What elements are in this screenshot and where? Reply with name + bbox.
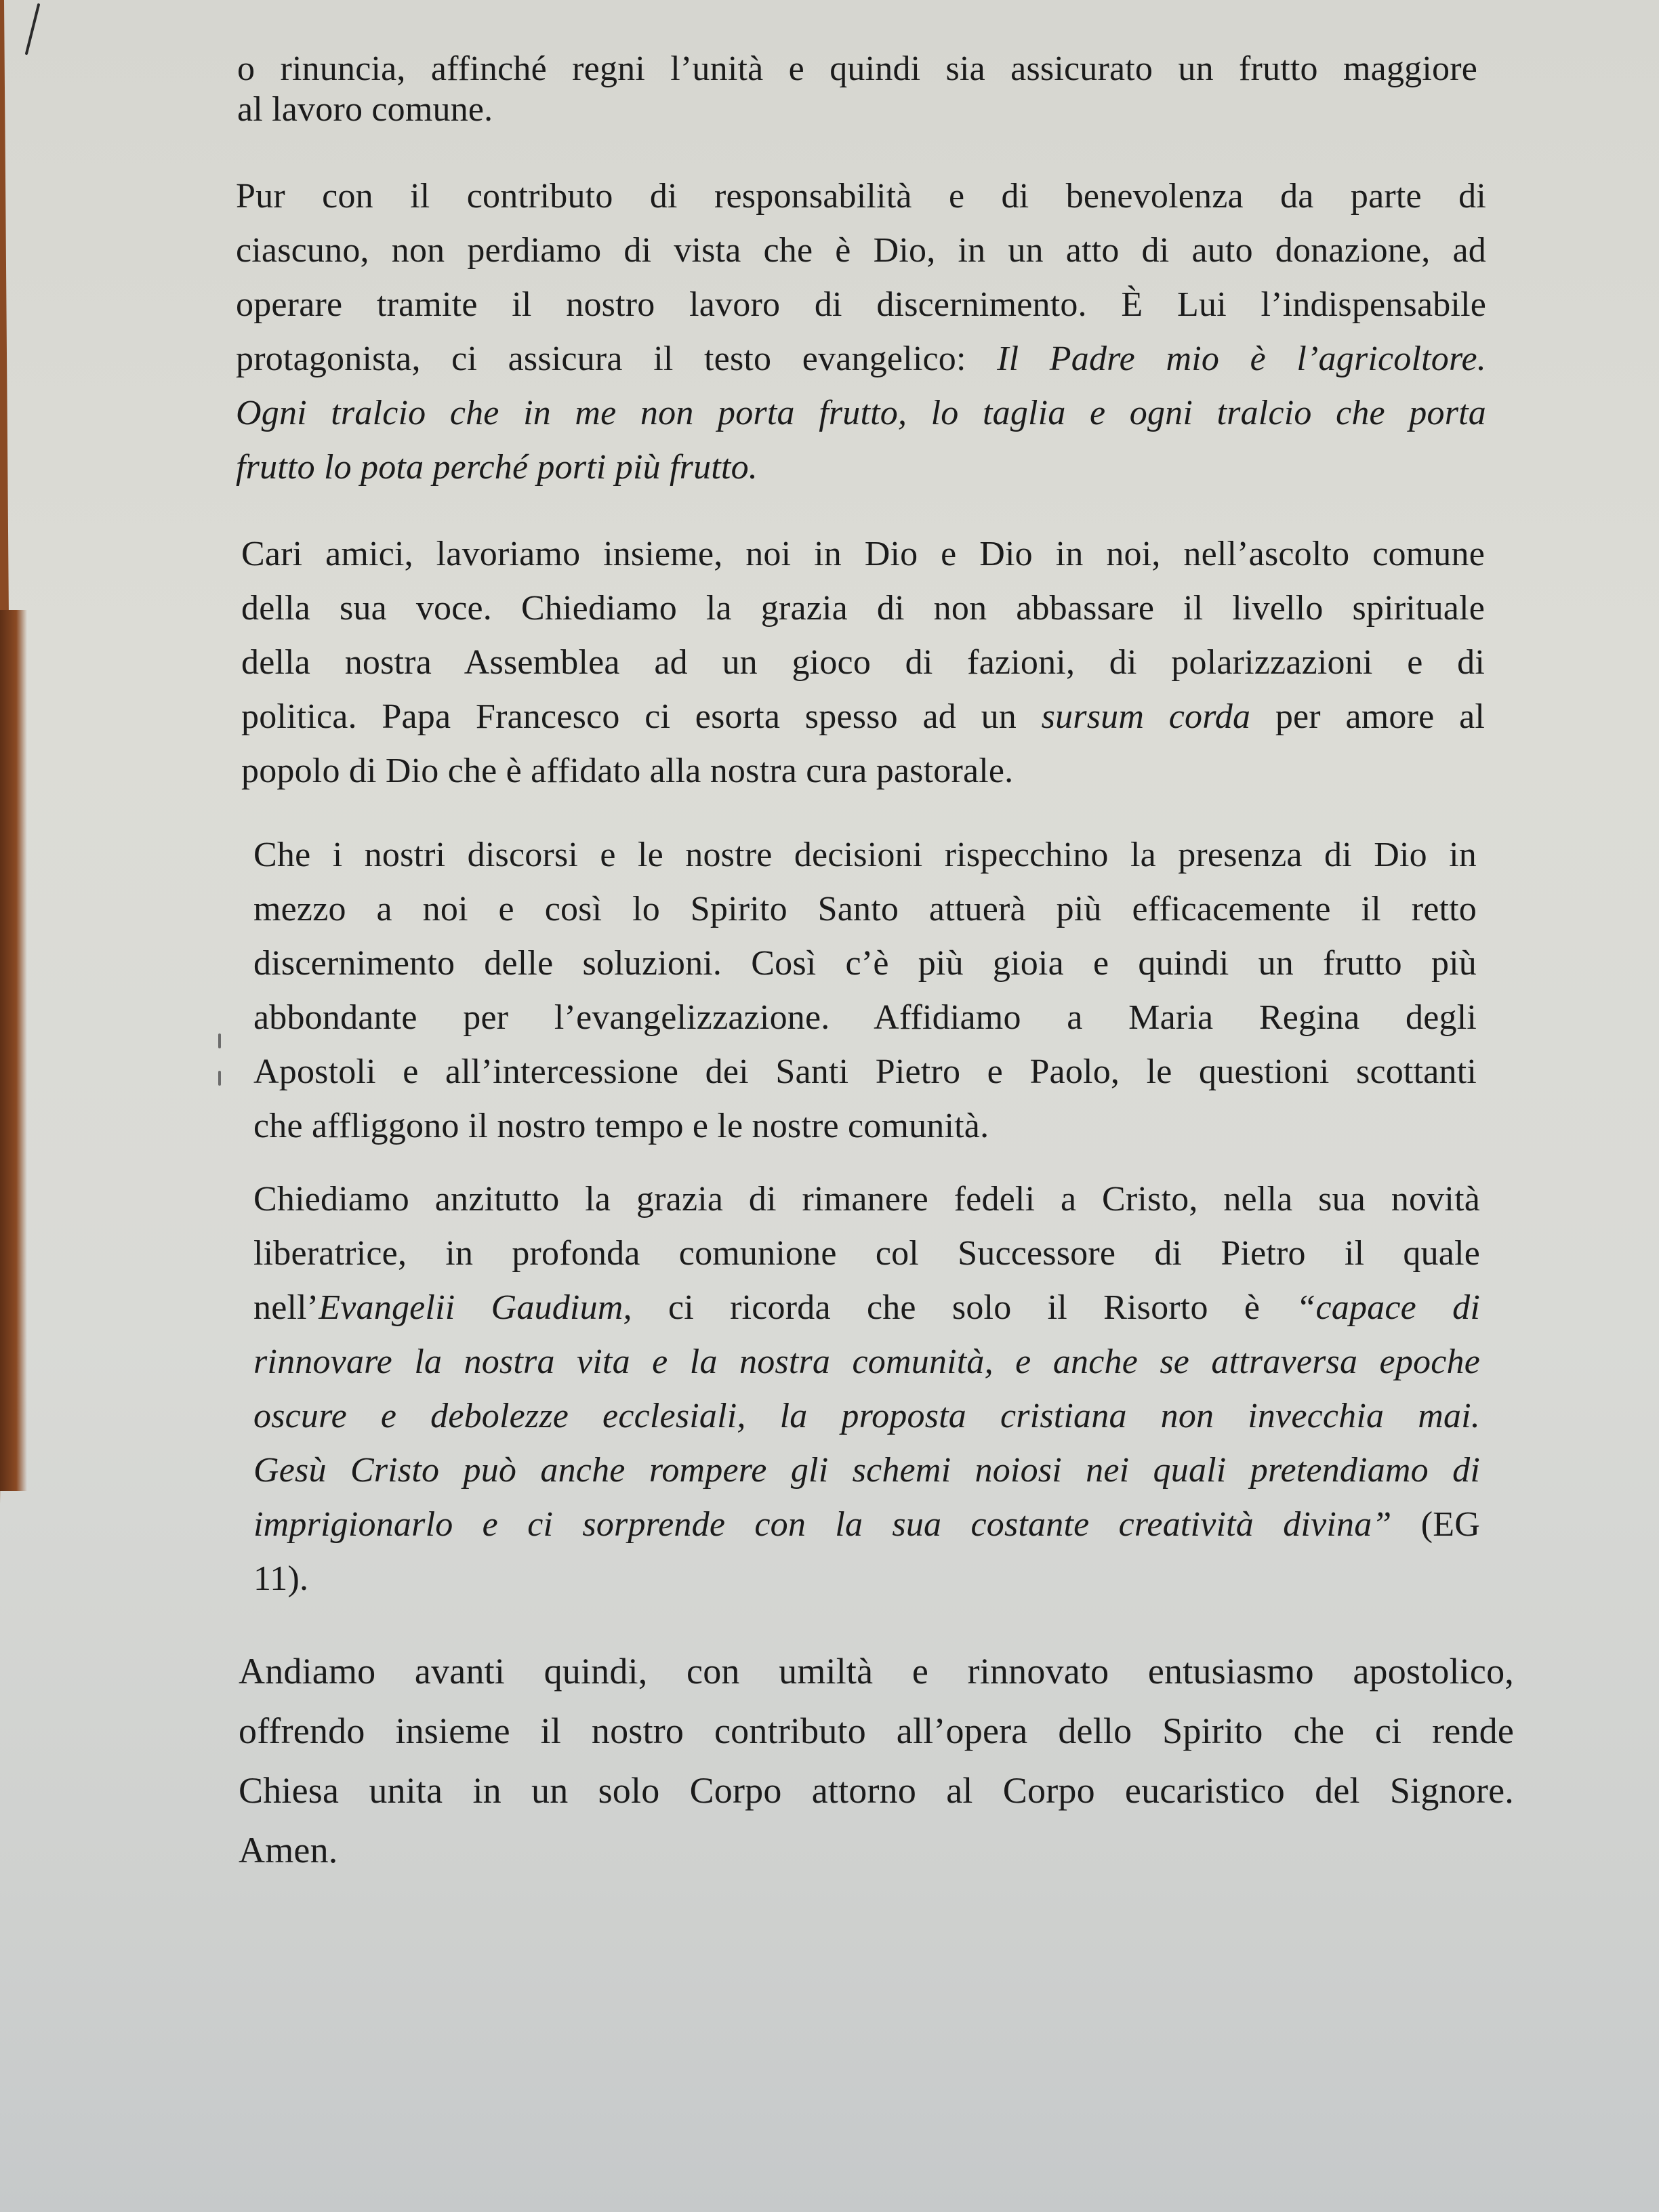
text-line: [253, 1335, 1480, 1389]
text-line: al lavoro comune.: [237, 90, 493, 129]
text-line: Andiamo avanti quindi, con umiltà e rinnovato entusiasmo apostolico,: [239, 1651, 1514, 1692]
text-line: offrendo insieme il nostro contributo all’opera dello Spirito che ci rende: [239, 1711, 1514, 1751]
paragraph-6: [239, 1641, 1514, 1880]
text-line: mezzo a noi e così lo Spirito Santo attuerà più efficacemente il retto: [253, 890, 1477, 928]
text-line: [236, 441, 1486, 495]
margin-tick-mark: [218, 1071, 221, 1086]
text-line: Amen.: [239, 1830, 338, 1870]
text-line: della sua voce. Chiediamo la grazia di non abbassare il livello spirituale: [241, 589, 1485, 628]
paragraph-1: [237, 42, 1477, 137]
text-line: liberatrice, in profonda comunione col Successore di Pietro il quale: [253, 1234, 1480, 1273]
text-line: Chiediamo anzitutto la grazia di rimanere fedeli a Cristo, nella sua novità: [253, 1180, 1480, 1218]
text-line: della nostra Assemblea ad un gioco di fazioni, di polarizzazioni e di: [241, 643, 1485, 682]
text-line: popolo di Dio che è affidato alla nostra cura pastorale.: [241, 752, 1014, 790]
text-line: imprigionarlo e ci sorprende con la sua costante creatività divina” (EG: [253, 1505, 1481, 1544]
text-line: operare tramite il nostro lavoro di discernimento. È Lui l’indispensabile: [236, 285, 1486, 324]
papal-quote: oscure e debolezze ecclesiali, la proposta cristiana non invecchia mai.: [253, 1397, 1480, 1435]
papal-quote: rinnovare la nostra vita e la nostra comunità, e anche se attraversa epoche: [253, 1343, 1480, 1381]
papal-quote: “capace di: [1296, 1288, 1480, 1327]
text-line: [253, 1389, 1480, 1443]
table-edge: [0, 610, 27, 1491]
text-line: politica. Papa Francesco ci esorta spesso ad un sursum corda per amore al: [241, 697, 1485, 736]
bible-quote: Il Padre mio è l’agricoltore.: [997, 340, 1486, 378]
text-line: o rinuncia, affinché regni l’unità e quindi sia assicurato un frutto maggiore: [237, 49, 1477, 88]
papal-quote: imprigionarlo e ci sorprende con la sua costante creatività divina”: [253, 1505, 1392, 1544]
document-title: Evangelii Gaudium,: [319, 1288, 632, 1327]
text-line: discernimento delle soluzioni. Così c’è più gioia e quindi un frutto più: [253, 944, 1477, 983]
papal-quote: Gesù Cristo può anche rompere gli schemi noiosi nei quali pretendiamo di: [253, 1451, 1480, 1490]
text-line: 11).: [253, 1559, 309, 1598]
text-line: Cari amici, lavoriamo insieme, noi in Dio e Dio in noi, nell’ascolto comune: [241, 535, 1485, 573]
paragraph-3: [241, 527, 1485, 798]
latin-phrase: sursum corda: [1041, 697, 1251, 736]
text-line: nell’Evangelii Gaudium, ci ricorda che solo il Risorto è “capace di: [253, 1288, 1480, 1327]
paragraph-2: [236, 169, 1486, 495]
bible-quote: frutto lo pota perché porti più frutto.: [236, 448, 758, 487]
text-line: Pur con il contributo di responsabilità e di benevolenza da parte di: [236, 177, 1486, 216]
text-line: che affliggono il nostro tempo e le nostre comunità.: [253, 1107, 989, 1145]
text-line: Che i nostri discorsi e le nostre decisioni rispecchino la presenza di Dio in: [253, 836, 1477, 874]
margin-tick-mark: [218, 1033, 221, 1048]
paragraph-4: [253, 828, 1477, 1153]
text-line: [236, 386, 1486, 441]
text-line: protagonista, ci assicura il testo evangelico: Il Padre mio è l’agricoltore.: [236, 340, 1486, 378]
text-line: [253, 1443, 1480, 1498]
text-line: abbondante per l’evangelizzazione. Affidiamo a Maria Regina degli: [253, 998, 1477, 1037]
text-line: Chiesa unita in un solo Corpo attorno al Corpo eucaristico del Signore.: [239, 1770, 1514, 1811]
paragraph-5: [253, 1172, 1480, 1606]
text-line: Apostoli e all’intercessione dei Santi Pietro e Paolo, le questioni scottanti: [253, 1052, 1477, 1091]
bible-quote: Ogni tralcio che in me non porta frutto, lo taglia e ogni tralcio che porta: [236, 394, 1486, 432]
text-line: ciascuno, non perdiamo di vista che è Dio, in un atto di auto donazione, ad: [236, 231, 1486, 270]
